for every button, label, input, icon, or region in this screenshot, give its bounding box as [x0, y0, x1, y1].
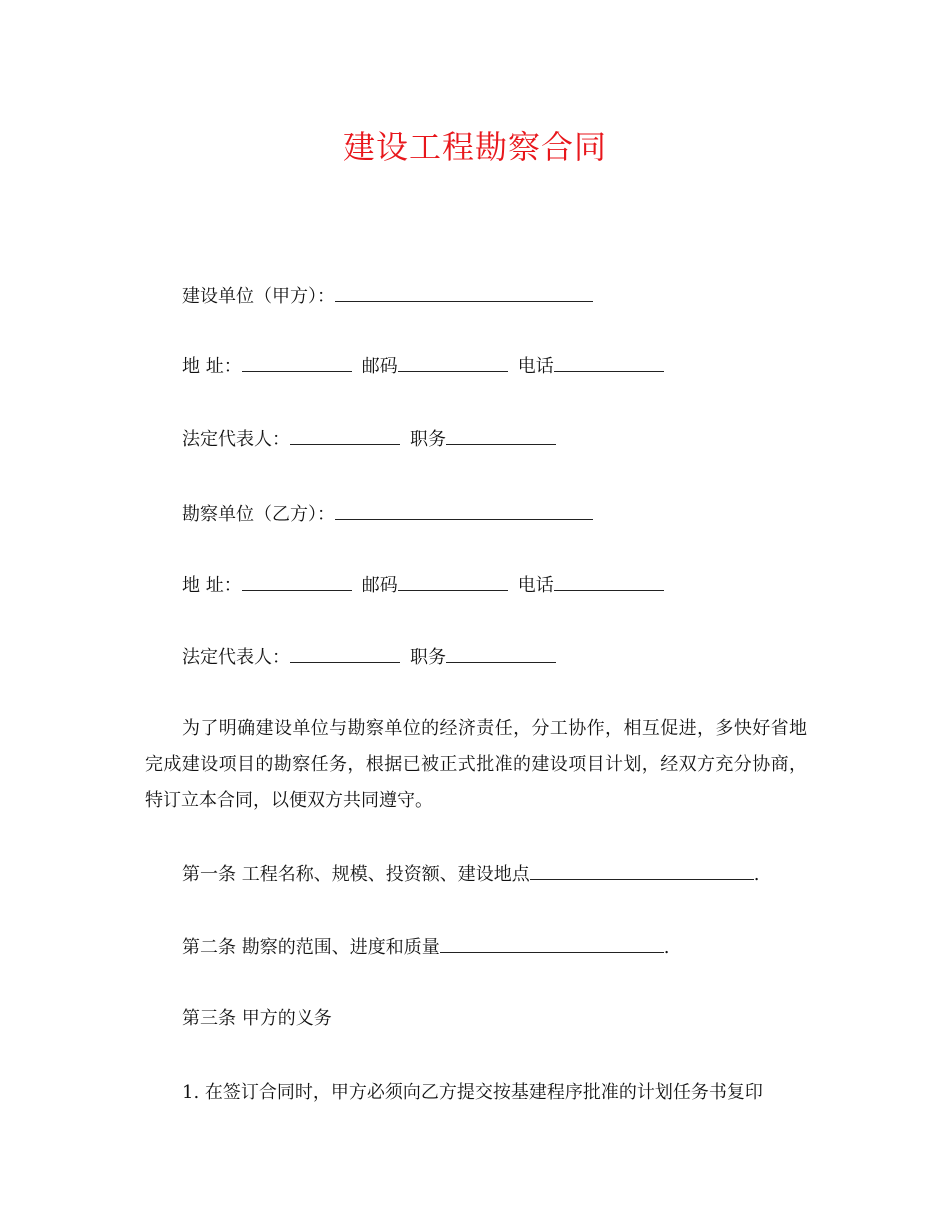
article-1-period: . — [753, 864, 760, 885]
party-b-unit-line — [182, 502, 593, 527]
party-b-rep-blank — [290, 645, 400, 663]
article-3-item-1 — [182, 1081, 763, 1105]
party-b-address-label: 地 址： — [182, 575, 242, 596]
party-b-address-line — [182, 573, 664, 598]
article-1 — [182, 862, 759, 887]
party-a-position-blank — [446, 427, 556, 445]
party-a-unit-label: 建设单位（甲方）： — [182, 286, 335, 307]
party-a-rep-line — [182, 427, 556, 452]
party-b-unit-blank — [335, 502, 593, 520]
party-a-phone-label: 电话 — [517, 356, 554, 377]
article-1-text: 第一条 工程名称、规模、投资额、建设地点 — [182, 864, 530, 885]
article-2-text: 第二条 勘察的范围、进度和质量 — [182, 937, 440, 958]
article-2-blank — [440, 935, 664, 953]
party-a-unit-line — [182, 284, 593, 309]
party-a-postcode-blank — [398, 354, 508, 372]
party-b-unit-label: 勘察单位（乙方）： — [182, 504, 335, 525]
party-a-phone-blank — [554, 354, 664, 372]
party-b-position-label: 职务 — [410, 647, 446, 668]
party-b-postcode-blank — [398, 573, 508, 591]
party-b-rep-label: 法定代表人： — [182, 647, 290, 668]
article-2-period: . — [663, 937, 670, 958]
party-b-phone-blank — [554, 573, 664, 591]
article-3 — [182, 1007, 332, 1031]
party-a-address-label: 地 址： — [182, 356, 242, 377]
preamble-paragraph: 为了明确建设单位与勘察单位的经济责任，分工协作，相互促进，多快好省地完成建设项目的勘察任务，根据已被正式批准的建设项目计划，经双方充分协商，特订立本合同，以便双方共同遵守。 — [145, 718, 807, 811]
party-b-address-blank — [242, 573, 352, 591]
article-3-text: 第三条 甲方的义务 — [182, 1008, 332, 1029]
party-b-phone-label: 电话 — [517, 575, 554, 596]
party-b-rep-line — [182, 645, 556, 670]
party-a-rep-blank — [290, 427, 400, 445]
document-title: 建设工程勘察合同 — [342, 128, 607, 166]
article-1-blank — [530, 862, 754, 880]
party-b-position-blank — [446, 645, 556, 663]
article-2 — [182, 935, 669, 960]
party-a-postcode-label: 邮码 — [361, 356, 398, 377]
party-a-position-label: 职务 — [410, 429, 446, 450]
party-a-address-blank — [242, 354, 352, 372]
party-a-rep-label: 法定代表人： — [182, 429, 290, 450]
party-a-unit-blank — [335, 284, 593, 302]
party-b-postcode-label: 邮码 — [361, 575, 398, 596]
party-a-address-line — [182, 354, 664, 379]
article-3-item-1-text: 1. 在签订合同时，甲方必须向乙方提交按基建程序批准的计划任务书复印 — [182, 1082, 763, 1103]
